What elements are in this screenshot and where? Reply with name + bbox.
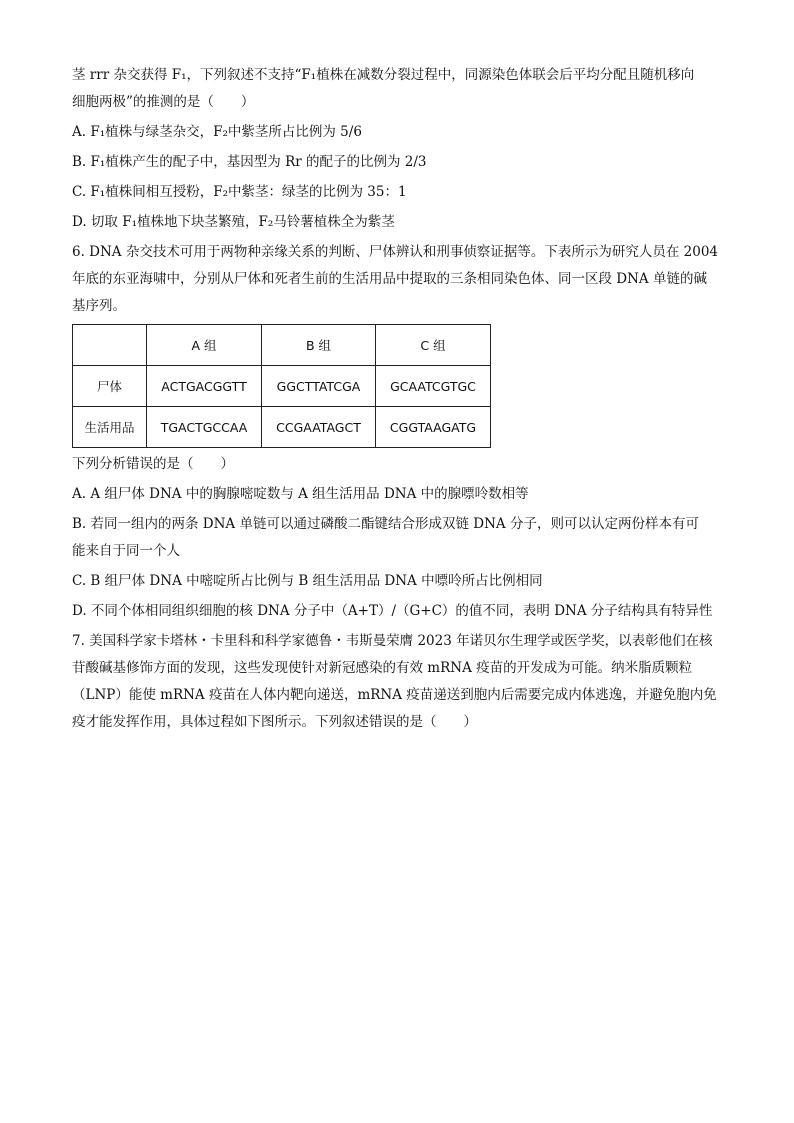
q7-stem-line-3: （LNP）能使 mRNA 疫苗在人体内靶向递送，mRNA 疫苗递送到胞内后需要完成内体逃逸，并避免胞内免 <box>72 687 717 703</box>
q5-option-c: C. F₁植株间相互授粉，F₂中紫茎：绿茎的比例为 35：1 <box>72 184 407 200</box>
table-cell: TGACTGCCAA <box>147 407 262 448</box>
q6-question: 下列分析错误的是（ ） <box>72 456 234 472</box>
q6-stem-line-1: 6. DNA 杂交技术可用于两物种亲缘关系的判断、尸体辨认和刑事侦察证据等。下表所示为研究人员在 2004 <box>72 244 718 260</box>
q5-option-a: A. F₁植株与绿茎杂交，F₂中紫茎所占比例为 5/6 <box>72 124 362 140</box>
table-row <box>73 407 491 448</box>
q6-stem-line-3: 基序列。 <box>72 298 126 314</box>
table-header-row <box>73 325 491 366</box>
q5-stem-line-1: 茎 rrr 杂交获得 F₁，下列叙述不支持“F₁植株在减数分裂过程中，同源染色体联会后平均分配且随机移向 <box>72 67 695 83</box>
table-cell: GGCTTATCGA <box>262 366 376 407</box>
q5-option-d: D. 切取 F₁植株地下块茎繁殖，F₂马铃薯植株全为紫茎 <box>72 214 395 230</box>
table-cell: CGGTAAGATG <box>376 407 491 448</box>
table-row-label: 生活用品 <box>73 407 147 448</box>
q6-option-d: D. 不同个体相同组织细胞的核 DNA 分子中（A+T）/（G+C）的值不同，表明 DNA 分子结构具有特异性 <box>72 603 713 619</box>
q5-option-b: B. F₁植株产生的配子中，基因型为 Rr 的配子的比例为 2/3 <box>72 154 427 170</box>
q5-stem-line-2: 细胞两极”的推测的是（ ） <box>72 94 255 110</box>
q6-stem-line-2: 年底的东亚海啸中，分别从尸体和死者生前的生活用品中提取的三条相同染色体、同一区段 DNA 单链的碱 <box>72 271 707 287</box>
table-row-label: 尸体 <box>73 366 147 407</box>
q6-option-c: C. B 组尸体 DNA 中嘧啶所占比例与 B 组生活用品 DNA 中嘌呤所占比例相同 <box>72 573 543 589</box>
table-header-cell <box>73 325 147 366</box>
dna-sequence-table <box>72 324 491 448</box>
table-header-cell: C 组 <box>376 325 491 366</box>
q6-option-b-line-1: B. 若同一组内的两条 DNA 单链可以通过磷酸二酯键结合形成双链 DNA 分子，则可以认定两份样本有可 <box>72 516 699 532</box>
q6-option-a: A. A 组尸体 DNA 中的胸腺嘧啶数与 A 组生活用品 DNA 中的腺嘌呤数相等 <box>72 486 529 502</box>
q7-stem-line-4: 疫才能发挥作用，具体过程如下图所示。下列叙述错误的是（ ） <box>72 714 477 730</box>
table-header-cell: B 组 <box>262 325 376 366</box>
table-row <box>73 366 491 407</box>
table-cell: GCAATCGTGC <box>376 366 491 407</box>
q6-option-b-line-2: 能来自于同一个人 <box>72 543 180 559</box>
q7-stem-line-2: 苷酸碱基修饰方面的发现，这些发现使针对新冠感染的有效 mRNA 疫苗的开发成为可能。纳米脂质颗粒 <box>72 660 693 676</box>
table-header-cell: A 组 <box>147 325 262 366</box>
table-cell: CCGAATAGCT <box>262 407 376 448</box>
document-page <box>72 62 726 736</box>
q7-stem-line-1: 7. 美国科学家卡塔林・卡里科和科学家德鲁・韦斯曼荣膺 2023 年诺贝尔生理学或医学奖，以表彰他们在核 <box>72 633 713 649</box>
table-cell: ACTGACGGTT <box>147 366 262 407</box>
